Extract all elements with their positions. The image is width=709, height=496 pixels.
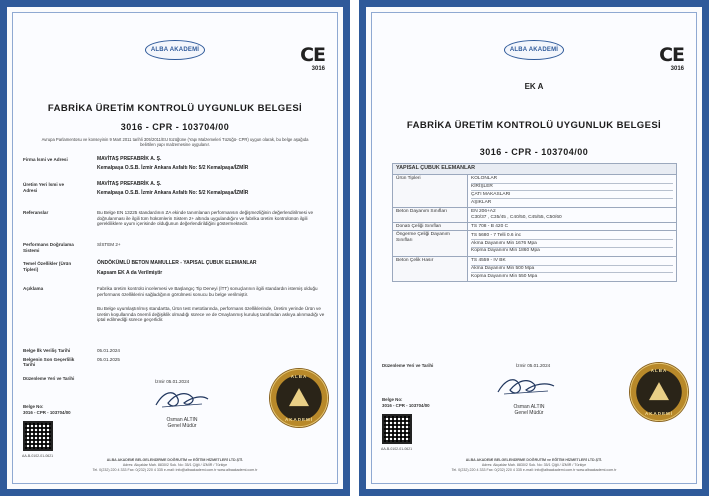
scope-table	[392, 163, 677, 282]
ce-mark: CE	[300, 44, 325, 66]
alba-seal	[270, 369, 328, 427]
seal-top-text: ALBA	[650, 368, 668, 373]
belge-no-label: Belge No:	[382, 397, 403, 402]
footer-line: Tel. 0(232) 220 4 333 Fax: 0(232) 220 4 335 e-mail: info@albaakademi.com.tr www.albaakademi.com.tr	[92, 468, 258, 472]
table-row	[393, 231, 677, 256]
qr-caption: AA-B-0102-01-0621	[381, 447, 413, 451]
alba-logo: ALBA AKADEMİ	[504, 40, 564, 60]
belge-no-label: Belge No:	[23, 404, 44, 409]
row-value: Kopma Dayanımı Min 1860 Mpa	[471, 248, 540, 254]
field-label: Firma İsmi ve Adresi	[23, 157, 68, 162]
table-row	[393, 207, 677, 222]
signer-title: Genel Müdür	[167, 423, 197, 429]
field-label: Üretim Yeri İsmi ve Adresi	[23, 182, 65, 193]
certificate-number: 3016 - CPR - 103704/00	[479, 147, 589, 157]
issue-place-label: Düzenleme Yeri ve Tarihi	[382, 363, 434, 368]
field-label: Açıklama	[23, 286, 44, 291]
footer-line: Adres: Akçaklar Mah. 8830/2 Sok. No: 35/1 Çiğli / İZMİR / Türkiye	[481, 463, 587, 467]
row-values	[468, 207, 677, 222]
expiry-date-value: 05.01.2025	[97, 357, 120, 362]
first-issue-date-value: 05.01.2024	[97, 348, 120, 353]
row-value: KİRİŞLER	[471, 184, 673, 192]
qr-caption: AA-B-0102-01-0621	[22, 454, 54, 458]
table-row	[393, 174, 677, 207]
signer-block	[147, 417, 217, 429]
row-value: Kopma Dayanımı Min 550 Mpa	[471, 273, 538, 279]
row-value: AŞIKLAR	[471, 199, 492, 205]
field-value: Fabrika üretim kontrolü incelemesi ve Başlangıç Tip Deneyi (İTT) sonuçlarının ilgili standardın istemiş olduğu performans özelliklerini sağladığının görülmesi sonucu bu belge verilmiştir.	[97, 286, 318, 297]
belge-no-value: 3016 - CPR - 103704/00	[382, 403, 430, 408]
field-value: Bu Belge uyumlaştırılmış standartta, Ürün test metotlarında, performans özelliklerinde, Üretim yerinde Ürün ve üretim koşullarında önemli değişiklik olmadığı sürece ve de Onaylanmış kuruluş tarafından askıya alınmadığı ve iptal edilmediği sürece geçerlidir.	[97, 306, 325, 323]
ce-mark: CE	[659, 44, 684, 66]
belge-no-value: 3016 - CPR - 103704/00	[23, 410, 71, 415]
field-value: Kemalpaşa O.S.B. İzmir Ankara Asfaltı No: 5/2 Kemalpaşa/İZMİR	[97, 165, 249, 171]
certificate-page	[0, 0, 350, 496]
qr-code	[382, 414, 412, 444]
scope-table-header: YAPISAL ÇUBUK ELEMANLAR	[393, 164, 677, 175]
table-row	[393, 222, 677, 231]
alba-logo: ALBA AKADEMİ	[145, 40, 205, 60]
signer-name: Osman ALTIN	[166, 417, 198, 423]
field-label: Referanslar	[23, 210, 49, 215]
seal-top-text: ALBA	[290, 374, 308, 379]
seal-emblem-icon	[649, 382, 669, 400]
ce-number: 3016	[311, 66, 325, 72]
field-label: Temel Özellikler (Ürün Tipleri)	[23, 261, 72, 272]
row-value: Akma Dayanımı Min 500 Mpa	[471, 266, 673, 274]
field-value: ÖNDÖKÜMLÜ BETON MAMULLER - YAPISAL ÇUBUK ELEMANLAR	[97, 260, 257, 266]
field-label: Performans Doğrulama Sistemi	[23, 242, 74, 253]
signature	[494, 372, 558, 400]
first-issue-date-label: Belge İlk Veriliş Tarihi	[23, 348, 71, 353]
row-value: TS 4559 - IV BK	[471, 258, 673, 266]
row-key: Donatı Çeliği Sınıfları	[393, 222, 468, 231]
row-value: Akma Dayanımı Min 1676 Mpa	[471, 240, 673, 248]
field-value: Bu Belge EN 13225 standardının ZA ekinde tanımlanan performansın değişmezliğinin değerlendirilmesi ve doğrulanması ile ilgili tüm hükümlerin Sistem 2+ altında uygulandığını ve fabrika üretim kontrolünün ilgili gerekliliklere uyum içerisinde olduğunun değerlendirildiğini göstermektedir.	[97, 210, 314, 227]
table-row	[393, 256, 677, 281]
alba-seal	[630, 363, 688, 421]
row-values	[468, 231, 677, 256]
footer	[27, 458, 323, 473]
row-value: TS 5680 - 7 Telli 0.6 inc	[471, 232, 673, 240]
seal-emblem-icon	[289, 388, 309, 406]
field-value: MAVİTAŞ PREFABRİK A. Ş.	[97, 181, 162, 187]
field-value: Kapsam EK A da Verilmiştir	[97, 270, 163, 276]
certificate-title: FABRİKA ÜRETİM KONTROLÜ UYGUNLUK BELGESİ	[406, 120, 662, 131]
qr-code	[23, 421, 53, 451]
row-value: EN 206+A2	[471, 208, 496, 214]
expiry-date-label: Belgenin Son Geçerlilik Tarihi	[23, 357, 75, 368]
row-value: C30/37 , C35/45 , C40/50, C45/55, C50/60	[471, 214, 562, 220]
intro-text: Avrupa Parlamentosu ve konseyinin 9 Mart 2011 tarihli 305/2011/EU tüzüğüne (Yapı Malzemeleri Tüzüğü- CPR) uygun olarak, bu belge aşağıda belirtilen yapı malzemesine uygulanır.	[41, 137, 309, 148]
row-key: Öngerme Çeliği Dayanım Sınıfları	[393, 231, 468, 256]
row-values	[468, 174, 677, 207]
row-value: TS 708 - B 420 C	[468, 222, 677, 231]
row-key: Beton Çelik Hasır	[393, 256, 468, 281]
footer-line: Adres: Akçaklar Mah. 8830/2 Sok. No: 35/1 Çiğli / İZMİR / Türkiye	[122, 463, 228, 467]
field-value: SİSTEM 2+	[97, 242, 121, 247]
footer-line: Tel. 0(232) 220 4 333 Fax: 0(232) 220 4 335 e-mail: info@albaakademi.com.tr www.albaakademi.com.tr	[451, 468, 617, 472]
issue-place-value: İzmir 05.01.2024	[155, 379, 190, 384]
issue-place-value: İzmir 05.01.2024	[516, 363, 551, 368]
certificate-title: FABRİKA ÜRETİM KONTROLÜ UYGUNLUK BELGESİ	[47, 103, 303, 114]
footer-line: ALBA AKADEMİ BELGELENDİRME DOĞRUTİM ve EĞİTİM HİZMETLERİ LTD.ŞTİ.	[106, 458, 244, 462]
signer-title: Genel Müdür	[514, 410, 544, 416]
seal-bottom-text: AKADEMİ	[285, 417, 313, 422]
signer-name: Osman ALTIN	[513, 404, 545, 410]
signer-block	[494, 404, 564, 416]
annex-label: EK A	[524, 82, 544, 91]
issue-place-label: Düzenleme Yeri ve Tarihi	[23, 376, 75, 381]
field-value: Kemalpaşa O.S.B. İzmir Ankara Asfaltı No: 5/2 Kemalpaşa/İZMİR	[97, 190, 249, 196]
annex-page	[359, 0, 709, 496]
footer-line: ALBA AKADEMİ BELGELENDİRME DOĞRUTİM ve EĞİTİM HİZMETLERİ LTD.ŞTİ.	[465, 458, 603, 462]
row-key: Beton Dayanım Sınıfları	[393, 207, 468, 222]
row-value: ÇATI MAKASLARI	[471, 191, 673, 199]
row-key: Ürün Tipleri	[393, 174, 468, 207]
row-value: KOLONLAR	[471, 176, 673, 184]
certificate-number: 3016 - CPR - 103704/00	[120, 122, 230, 132]
field-value: MAVİTAŞ PREFABRİK A. Ş.	[97, 156, 162, 162]
seal-bottom-text: AKADEMİ	[645, 411, 673, 416]
signature	[152, 385, 212, 413]
footer	[386, 458, 682, 473]
row-values	[468, 256, 677, 281]
ce-number: 3016	[670, 66, 684, 72]
